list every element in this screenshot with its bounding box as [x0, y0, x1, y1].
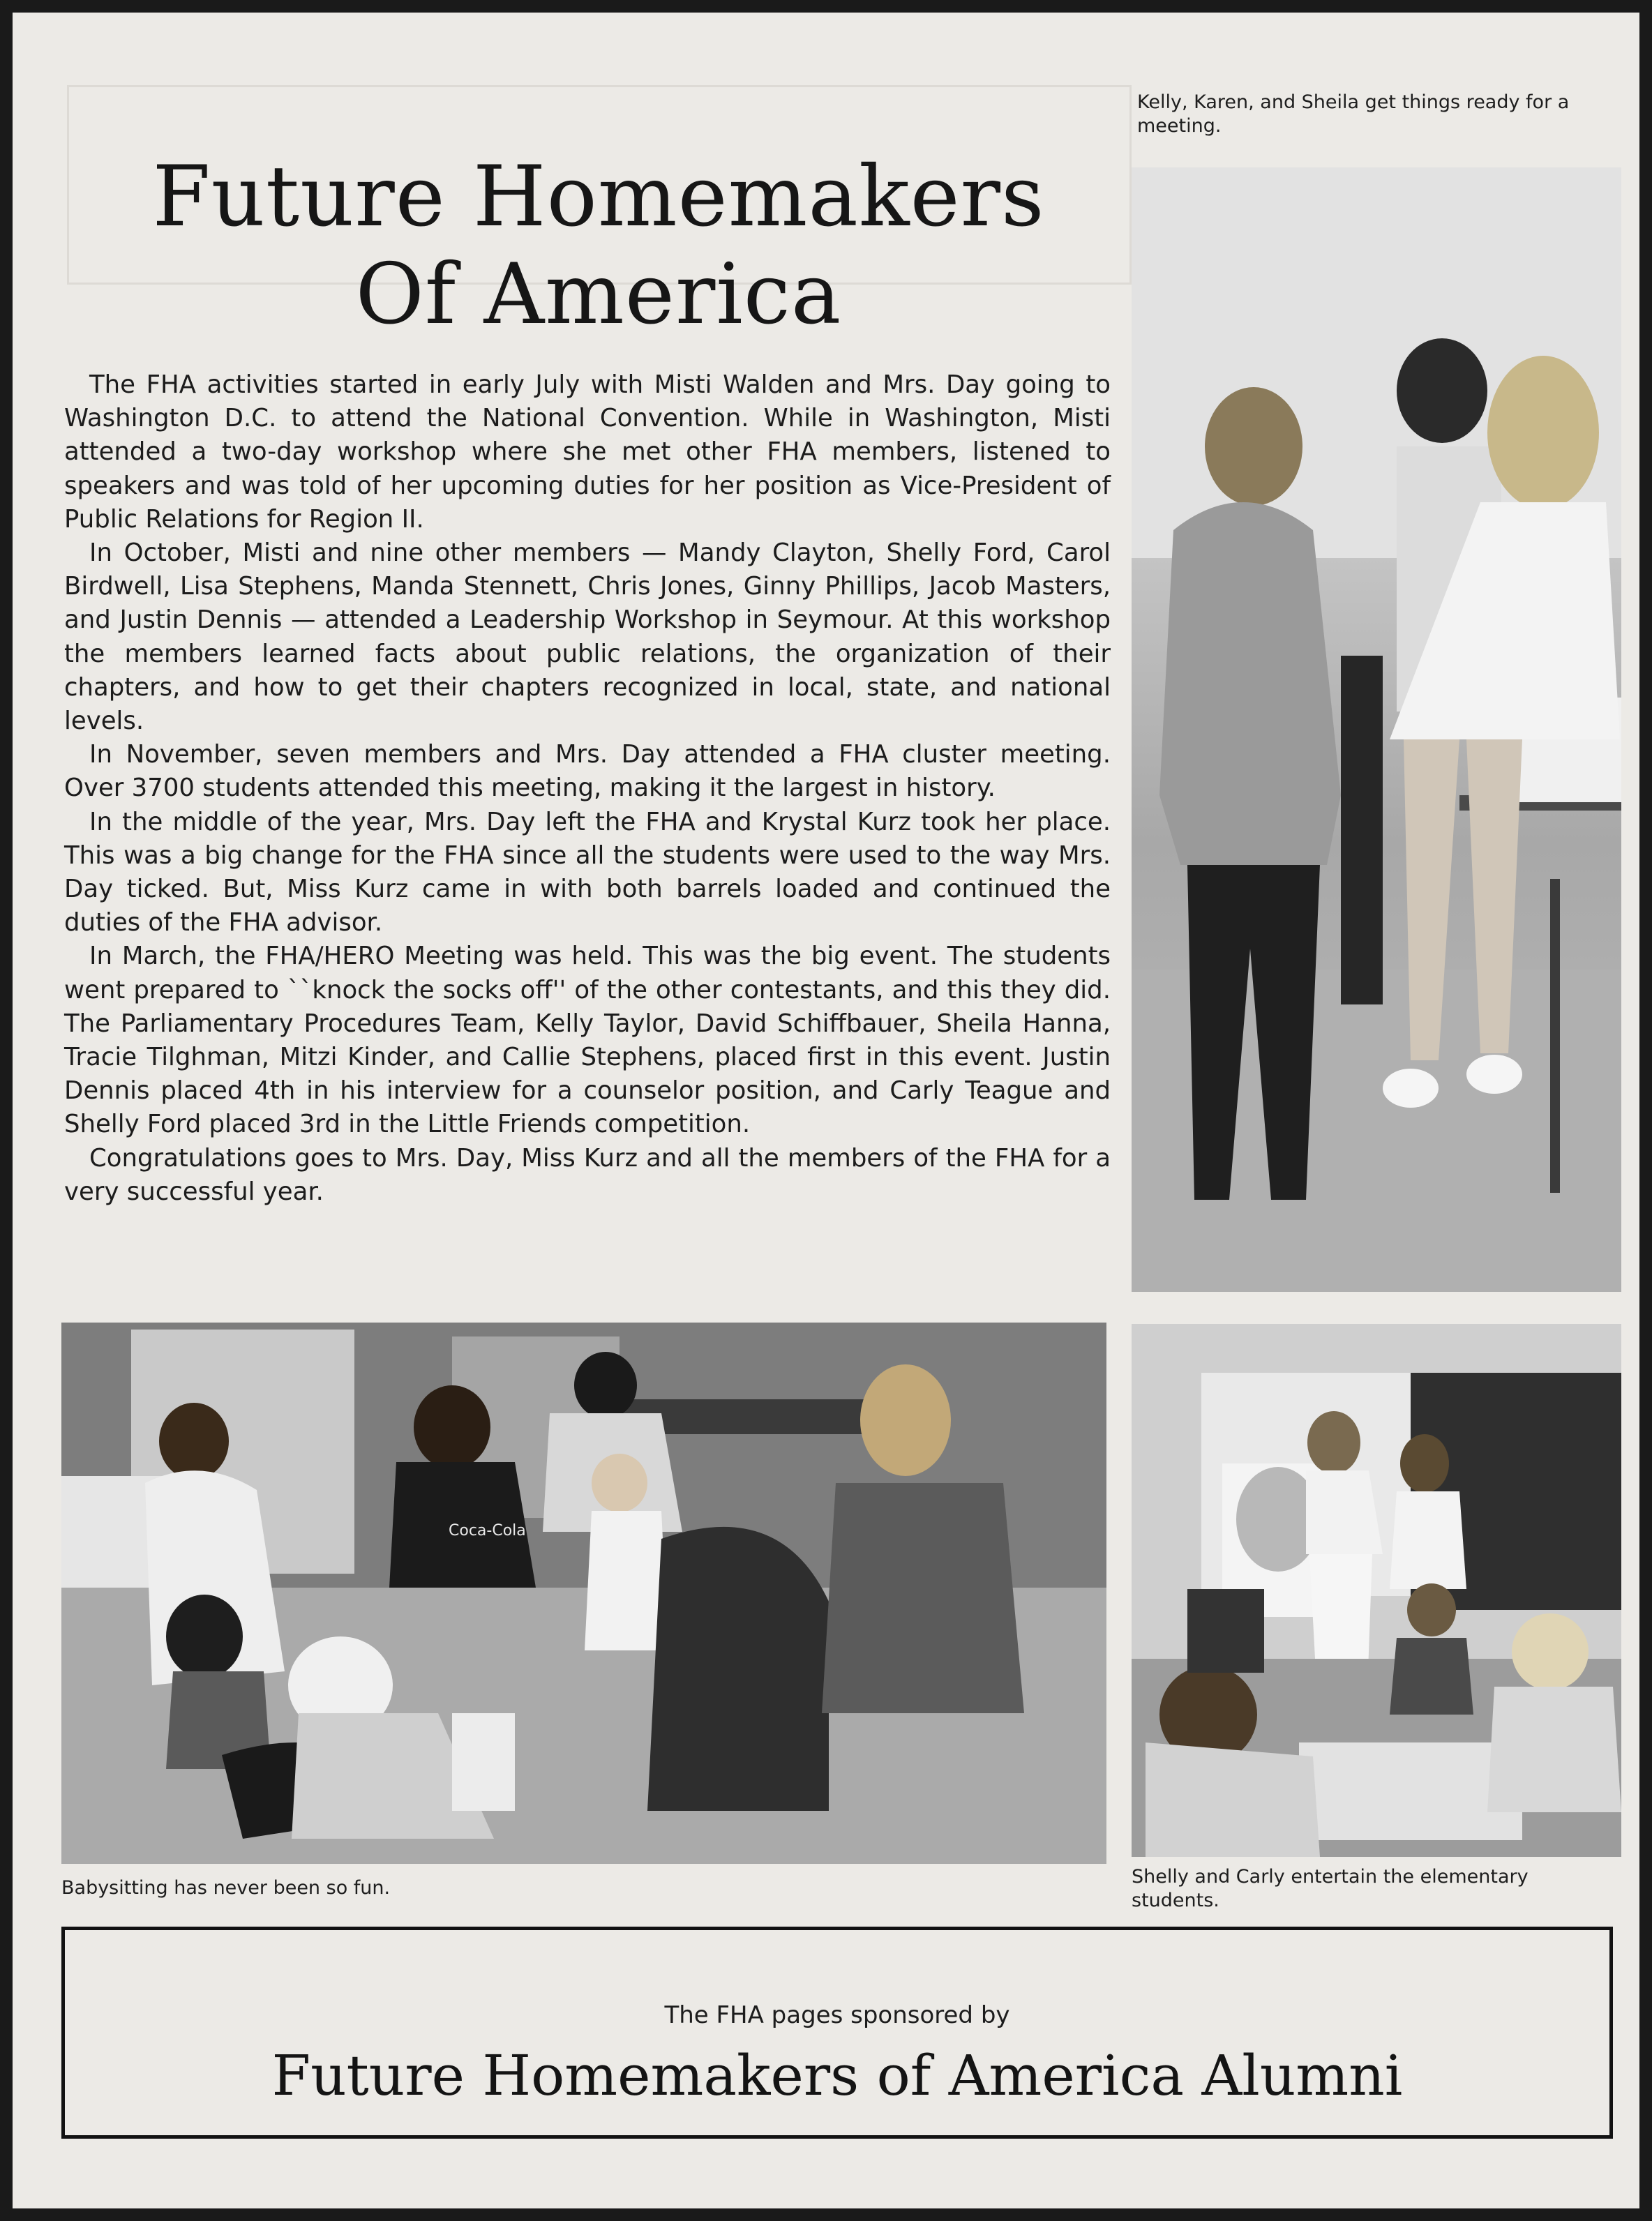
- shirt-logo-text: Coca-Cola: [449, 1522, 526, 1539]
- yearbook-page: [13, 13, 1639, 2208]
- caption-elementary-students: Shelly and Carly entertain the elementary students.: [1132, 1866, 1529, 1911]
- article-paragraph: In October, Misti and nine other members — Mandy Clayton, Shelly Ford, Carol Birdwell, Lisa Stephens, Manda Stennett, Chris Jones, Ginny Phillips, Jacob Masters, and Justin Dennis — attended a Leadership Workshop in Seymour. At this workshop the members learned facts about public relations, the organization of their chapters, and how to get their chapters recognized in local, state, and national levels.: [64, 539, 1111, 736]
- page-title: [75, 149, 1122, 344]
- title-line-1: Future Homemakers: [152, 149, 1045, 246]
- article-paragraph: In March, the FHA/HERO Meeting was held. This was the big event. The students went prepared to ``knock the socks off'' of the other contestants, and this they did. The Parliamentary Procedures Team, Kelly Taylor, David Schiffbauer, Sheila Hanna, Tracie Tilghman, Mitzi Kinder, and Callie Stephens, placed first in this event. Justin Dennis placed 4th in his interview for a counselor position, and Carly Teague and Shelly Ford placed 3rd in the Little Friends competition.: [64, 942, 1111, 1139]
- article-body: [64, 368, 1111, 1209]
- caption-meeting-prep: Kelly, Karen, and Sheila get things ready for a meeting.: [1137, 91, 1570, 137]
- photo-elementary-students: [1132, 1324, 1621, 1857]
- title-line-2: Of America: [355, 246, 842, 343]
- photo-meeting-prep: [1132, 167, 1621, 1292]
- caption-babysitting: Babysitting has never been so fun.: [61, 1877, 391, 1899]
- article-paragraph: In the middle of the year, Mrs. Day left the FHA and Krystal Kurz took her place. This was a big change for the FHA since all the students were used to the way Mrs. Day ticked. But, Miss Kurz came in with both barrels loaded and continued the duties of the FHA advisor.: [64, 807, 1111, 938]
- photo-babysitting: [61, 1323, 1106, 1864]
- article-paragraph: Congratulations goes to Mrs. Day, Miss Kurz and all the members of the FHA for a very successful year.: [64, 1143, 1111, 1206]
- sponsor-name: Future Homemakers of America Alumni: [271, 2043, 1403, 2108]
- article-paragraph: In November, seven members and Mrs. Day attended a FHA cluster meeting. Over 3700 students attended this meeting, making it the largest in history.: [64, 740, 1111, 803]
- article-paragraph: The FHA activities started in early July with Misti Walden and Mrs. Day going to Washington D.C. to attend the National Convention. While in Washington, Misti attended a two-day workshop where she met other FHA members, listened to speakers and was told of her upcoming duties for her position as Vice-President of Public Relations for Region II.: [64, 370, 1111, 534]
- sponsor-box: [61, 1927, 1613, 2139]
- sponsor-line: The FHA pages sponsored by: [664, 2001, 1010, 2029]
